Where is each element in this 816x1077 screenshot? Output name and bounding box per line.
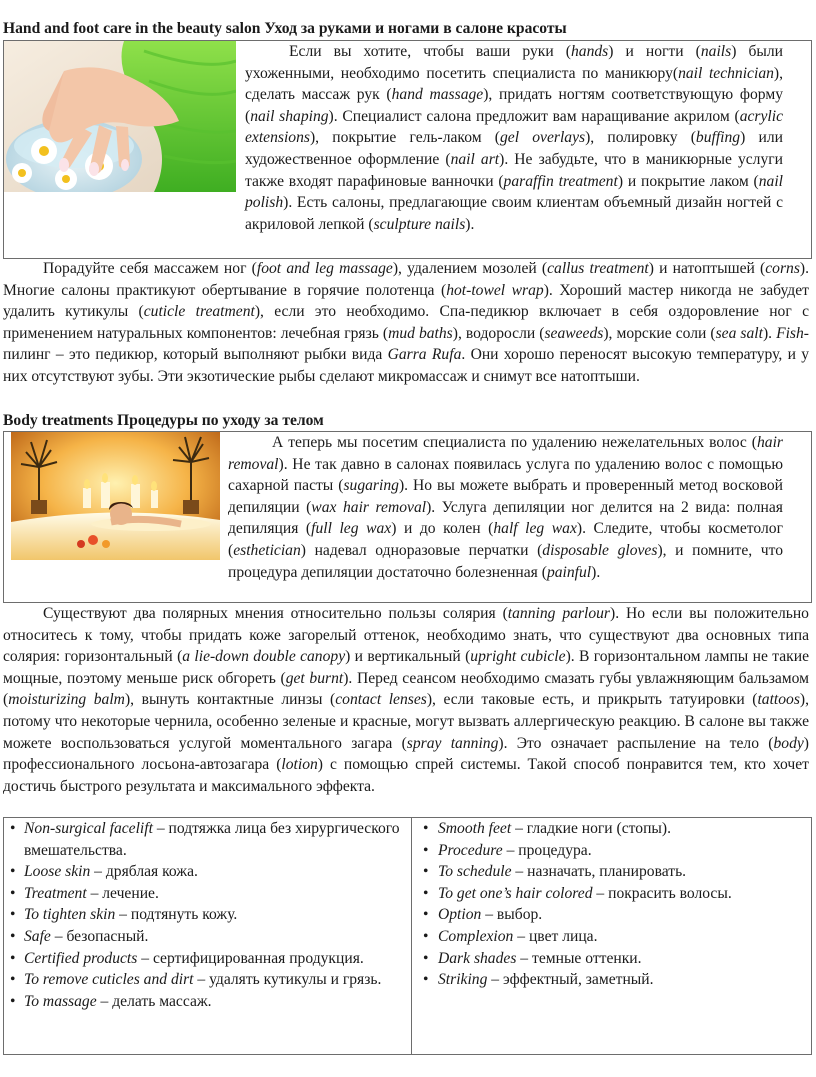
bullet-icon: •	[10, 927, 16, 945]
vocabulary-term: To massage	[24, 992, 97, 1010]
english-term: nails	[700, 43, 732, 60]
hand-care-rich-text: Если вы хотите, чтобы ваши руки (hands) и ногти (nails) были ухоженными, необходимо посетить специалиста по маникюру(nail technician), сделать массаж рук (hand massage), придать ногтям соответствующую форму (nail shaping). Специалист салона предложит вам наращивание акрилом (acrylic extensions), покрытие гель-лаком (gel overlays), полировку (buffing) или художественное оформление (nail art). Не забудьте, что в маникюрные услуги также входят парафиновые ванночки (paraffin treatment) и покрытие лаком (nail polish). Есть салоны, предлагающие своим клиентам объемный дизайн ногтей с акриловой лепкой (sculpture nails).	[245, 43, 784, 233]
vocabulary-list-left	[4, 818, 411, 1012]
english-term: sculpture nails	[373, 215, 466, 233]
vocabulary-term: Procedure	[438, 841, 503, 859]
english-term: hands	[570, 43, 609, 60]
vocabulary-term: Dark shades	[438, 949, 517, 967]
english-term: nail shaping	[250, 107, 329, 125]
vocabulary-term: Certified products	[24, 949, 138, 967]
english-term: esthetician	[233, 541, 301, 559]
english-term: sugaring	[343, 477, 399, 495]
bullet-icon: •	[10, 971, 16, 989]
english-term: buffing	[695, 129, 741, 147]
bullet-icon: •	[423, 820, 429, 837]
bullet-icon: •	[10, 884, 16, 902]
english-term: corns	[765, 260, 800, 277]
english-term: gel overlays	[499, 129, 586, 147]
english-term: hot-towel wrap	[446, 281, 544, 299]
bullet-icon: •	[423, 841, 429, 859]
english-term: disposable gloves	[542, 541, 658, 559]
vocabulary-definition: – назначать, планировать.	[511, 863, 687, 881]
vocabulary-definition: – подтянуть кожу.	[115, 906, 238, 924]
english-term: seaweeds	[544, 324, 604, 342]
bullet-icon: •	[423, 949, 429, 967]
manicure-image	[4, 41, 236, 192]
english-term: nail art	[450, 150, 500, 168]
vocabulary-item	[4, 861, 411, 883]
english-term: sea salt	[715, 324, 763, 342]
bullet-icon: •	[423, 906, 429, 924]
vocabulary-item	[411, 818, 811, 840]
bullet-icon: •	[10, 992, 16, 1010]
english-term: tanning parlour	[507, 605, 611, 622]
english-term: callus treatment	[547, 260, 649, 277]
vocabulary-definition: – дряблая кожа.	[90, 863, 198, 881]
english-term: Fish	[776, 324, 804, 342]
english-term: wax hair removal	[311, 498, 427, 516]
vocabulary-definition: – выбор.	[481, 906, 543, 924]
english-term: tattoos	[757, 691, 800, 709]
vocabulary-term: Safe	[24, 927, 51, 945]
bullet-icon: •	[423, 884, 429, 902]
vocabulary-term: Smooth feet	[438, 820, 512, 837]
vocabulary-item	[411, 969, 811, 991]
manicure-illustration	[4, 41, 236, 192]
vocabulary-item	[411, 861, 811, 883]
vocabulary-term: Treatment	[24, 884, 87, 902]
vocabulary-list-right	[411, 818, 811, 991]
vocabulary-term: To get one’s hair colored	[438, 884, 593, 902]
bullet-icon: •	[10, 906, 16, 924]
english-term: a lie-down double canopy	[182, 648, 346, 666]
english-term: nail technician	[678, 64, 774, 82]
bath-illustration	[11, 432, 220, 560]
vocabulary-definition: – гладкие ноги (стопы).	[511, 820, 671, 837]
vocabulary-term: Option	[438, 906, 482, 924]
bullet-icon: •	[423, 971, 429, 989]
hand-care-text	[245, 41, 783, 235]
vocabulary-definition: – процедура.	[502, 841, 592, 859]
vocabulary-column-right	[411, 818, 811, 1054]
vocabulary-item	[411, 840, 811, 862]
vocabulary-term: To schedule	[438, 863, 512, 881]
vocabulary-definition: – эффектный, заметный.	[487, 971, 654, 989]
english-term: nail polish	[245, 172, 783, 212]
english-term: paraffin treatment	[503, 172, 618, 190]
vocabulary-definition: – сертифицированная продукция.	[137, 949, 364, 967]
english-term: Garra Rufa	[387, 346, 462, 364]
vocabulary-definition: – лечение.	[86, 884, 159, 902]
english-term: upright cubicle	[470, 648, 566, 666]
vocabulary-term: Complexion	[438, 927, 514, 945]
english-term: body	[773, 734, 804, 752]
vocabulary-item	[4, 991, 411, 1013]
vocabulary-item	[411, 904, 811, 926]
english-term: contact lenses	[335, 691, 427, 709]
vocabulary-item	[4, 904, 411, 926]
english-term: full leg wax	[311, 520, 392, 538]
vocabulary-definition: – делать массаж.	[96, 992, 212, 1010]
vocabulary-item	[411, 948, 811, 970]
body-treatment-text	[228, 432, 783, 583]
foot-care-rich-text: Порадуйте себя массажем ног (foot and leg massage), удалением мозолей (callus treatment) и натоптышей (corns). Многие салоны практикуют обертывание в горячие полотенца (hot-towel wrap). Хороший мастер никогда не забудет удалить кутикулы (cuticle treatment), если это необходимо. Спа-педикюр включает в себя оздоровление ног с применением натуральных компонентов: лечебная грязь (mud baths), водоросли (seaweeds), морские соли (sea salt). Fish-пилинг – это педикюр, который выполняют рыбки вида Garra Rufa. Они хорошо переносят высокую температуру, и у них отсутствуют зубы. Эти экзотические рыбы сделают микромассаж и снимут все натоптыши.	[3, 260, 810, 385]
vocabulary-item	[4, 926, 411, 948]
vocabulary-item	[4, 969, 411, 991]
english-term: cuticle treatment	[143, 303, 255, 321]
vocabulary-item	[411, 883, 811, 905]
vocabulary-definition: – цвет лица.	[513, 927, 598, 945]
english-term: mud baths	[388, 324, 453, 342]
bullet-icon: •	[10, 863, 16, 881]
vocabulary-table	[3, 817, 812, 1055]
bullet-icon: •	[10, 949, 16, 967]
english-term: hand massage	[391, 86, 484, 104]
vocabulary-definition: – подтяжка лица без хирургического вмешательства.	[24, 820, 400, 859]
body-treatment-rich-text: А теперь мы посетим специалиста по удалению нежелательных волос (hair removal). Не так давно в салонах появилась услуга по удалению волос с помощью сахарной пасты (sugaring). Но вы можете выбрать и проверенный метод восковой депиляции (wax hair removal). Услуга депиляции ног делится на 2 вида: полная депиляция (full leg wax) и до колен (half leg wax). Следите, чтобы косметолог (esthetician) надевал одноразовые перчатки (disposable gloves), и помните, что процедура депиляции достаточно болезненная (painful).	[228, 434, 783, 581]
vocabulary-column-left	[4, 818, 412, 1054]
vocabulary-term: To tighten skin	[24, 906, 116, 924]
bullet-icon: •	[423, 927, 429, 945]
vocabulary-term: Loose skin	[24, 863, 91, 881]
vocabulary-definition: – безопасный.	[50, 927, 149, 945]
tanning-paragraph	[3, 603, 809, 797]
english-term: painful	[546, 563, 592, 581]
english-term: get burnt	[285, 669, 344, 687]
english-term: hair removal	[228, 434, 783, 473]
bath-image	[11, 432, 220, 560]
vocabulary-definition: – покрасить волосы.	[592, 884, 732, 902]
bullet-icon: •	[10, 820, 16, 837]
vocabulary-term: Non-surgical facelift	[24, 820, 153, 837]
english-term: moisturizing balm	[8, 691, 125, 709]
bullet-icon: •	[423, 863, 429, 881]
vocabulary-item	[411, 926, 811, 948]
vocabulary-item	[4, 883, 411, 905]
vocabulary-term: To remove cuticles and dirt	[24, 971, 194, 989]
foot-care-paragraph	[3, 258, 809, 388]
english-term: foot and leg massage	[256, 260, 393, 277]
section-heading-hand-foot-care: Hand and foot care in the beauty salon Уход за руками и ногами в салоне красоты	[3, 20, 567, 37]
english-term: acrylic extensions	[245, 107, 783, 147]
vocabulary-definition: – темные оттенки.	[516, 949, 642, 967]
english-term: lotion	[281, 756, 318, 774]
english-term: half leg wax	[493, 520, 577, 538]
tanning-rich-text: Существуют два полярных мнения относительно пользы солярия (tanning parlour). Но если вы положительно относитесь к тому, чтобы придать коже загорелый оттенок, необходимо знать, что существуют два основных типа солярия: горизонтальный (a lie-down double canopy) и вертикальный (upright cubicle). В горизонтальном лампы не такие мощные, поэтому меньше риск обгореть (get burnt). Перед сеансом необходимо смазать губы увлажняющим бальзамом (moisturizing balm), вынуть контактные линзы (contact lenses), если таковые есть, и прикрыть татуировки (tattoos), потому что некоторые чернила, особенно зеленые и красные, могут вызвать аллергическую реакцию. В салоне вы также можете воспользоваться услугой моментального загара (spray tanning). Это означает распыление на тело (body) профессионального лосьона-автозагара (lotion) с помощью спрей системы. Такой способ понравится тем, кто хочет достичь быстрого результата и максимального эффекта.	[3, 605, 810, 795]
vocabulary-item	[4, 948, 411, 970]
vocabulary-term: Striking	[438, 971, 488, 989]
vocabulary-item	[4, 818, 411, 861]
english-term: spray tanning	[406, 734, 499, 752]
section-heading-body-treatments: Body treatments Процедуры по уходу за телом	[3, 412, 324, 429]
vocabulary-definition: – удалять кутикулы и грязь.	[193, 971, 382, 989]
